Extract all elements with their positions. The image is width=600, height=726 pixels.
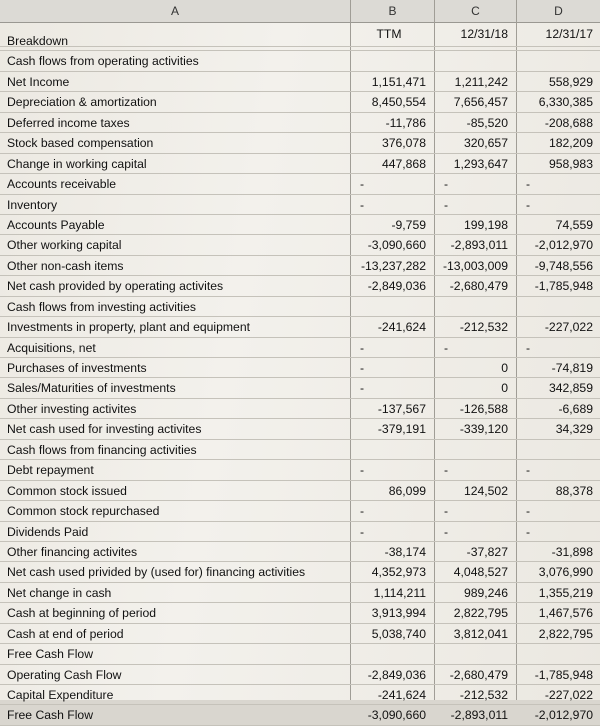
cell-ttm[interactable]: -38,174 bbox=[384, 544, 426, 559]
cell-ttm[interactable]: -2,849,036 bbox=[367, 667, 426, 682]
table-row bbox=[0, 399, 600, 419]
cell-c[interactable]: - bbox=[444, 340, 449, 355]
row-label[interactable]: Investments in property, plant and equipment bbox=[7, 320, 250, 335]
cell-d[interactable]: - bbox=[526, 524, 531, 539]
cell-ttm[interactable]: -2,849,036 bbox=[367, 279, 426, 294]
cell-d[interactable]: 958,983 bbox=[548, 156, 593, 171]
table-row bbox=[0, 133, 600, 153]
cell-c[interactable]: -37,827 bbox=[466, 544, 508, 559]
cell-ttm[interactable]: -13,237,282 bbox=[360, 258, 426, 273]
cell-d[interactable]: 74,559 bbox=[555, 217, 593, 232]
cell-ttm[interactable]: -241,624 bbox=[377, 320, 426, 335]
row-label[interactable]: Net cash used privided by (used for) financing activities bbox=[7, 565, 306, 580]
table-row bbox=[0, 256, 600, 276]
table-row bbox=[0, 644, 600, 664]
cell-c[interactable]: 320,657 bbox=[463, 136, 508, 151]
table-row bbox=[0, 154, 600, 174]
cell-c[interactable]: -339,120 bbox=[459, 422, 508, 437]
table-row bbox=[0, 276, 600, 296]
cell-d[interactable]: -1,785,948 bbox=[534, 667, 593, 682]
cell-c[interactable]: - bbox=[444, 504, 449, 519]
row-label[interactable]: Net Income bbox=[7, 74, 70, 89]
cell-d[interactable]: 6,330,385 bbox=[538, 95, 593, 110]
cell-ttm[interactable]: -3,090,660 bbox=[367, 238, 426, 253]
row-label[interactable]: Net change in cash bbox=[7, 585, 112, 600]
cell-c[interactable]: - bbox=[444, 197, 449, 212]
cell-ttm[interactable]: 86,099 bbox=[388, 483, 426, 498]
cell-ttm[interactable]: 376,078 bbox=[381, 136, 426, 151]
cell-c[interactable]: 124,502 bbox=[463, 483, 508, 498]
row-label[interactable]: Cash flows from investing activities bbox=[7, 299, 196, 314]
row-label[interactable]: Breakdown bbox=[7, 34, 68, 48]
cell-ttm[interactable]: -11,786 bbox=[385, 115, 426, 130]
row-label[interactable]: Net cash used for investing activites bbox=[7, 422, 202, 437]
cell-ttm[interactable]: - bbox=[360, 197, 365, 212]
column-header-c[interactable]: C bbox=[435, 0, 516, 23]
cell-ttm[interactable]: -137,567 bbox=[377, 401, 426, 416]
cell-ttm[interactable]: - bbox=[360, 361, 365, 375]
row-label[interactable]: Free Cash Flow bbox=[7, 647, 94, 662]
table-row bbox=[0, 460, 600, 480]
row-label[interactable]: Debt repayment bbox=[7, 463, 94, 478]
table-row bbox=[0, 624, 600, 644]
cell-ttm[interactable]: - bbox=[360, 463, 365, 478]
table-row bbox=[0, 665, 600, 685]
ttm-header[interactable]: TTM bbox=[376, 27, 402, 41]
row-label[interactable]: Depreciation & amortization bbox=[7, 95, 157, 110]
cell-d[interactable]: -227,022 bbox=[544, 320, 593, 335]
table-row bbox=[0, 338, 600, 358]
row-label[interactable]: Free Cash Flow bbox=[7, 708, 94, 723]
row-label[interactable]: Other investing activites bbox=[7, 401, 137, 416]
table-row bbox=[0, 583, 600, 603]
row-label[interactable]: Acquisitions, net bbox=[7, 340, 96, 355]
table-row bbox=[0, 317, 600, 337]
table-row bbox=[0, 501, 600, 521]
table-row bbox=[0, 235, 600, 255]
cell-ttm[interactable]: 447,868 bbox=[381, 156, 426, 171]
cell-c[interactable]: -13,003,009 bbox=[442, 258, 508, 273]
cell-d[interactable]: - bbox=[526, 177, 531, 192]
row-label[interactable]: Purchases of investments bbox=[7, 361, 147, 375]
cell-d[interactable]: -227,022 bbox=[544, 688, 593, 702]
cell-c[interactable]: -126,588 bbox=[459, 401, 508, 416]
cell-d[interactable]: -208,688 bbox=[544, 115, 593, 130]
column-header-d[interactable]: D bbox=[517, 0, 600, 23]
column-header-a[interactable]: A bbox=[0, 0, 350, 23]
cell-d[interactable]: -74,819 bbox=[551, 361, 593, 375]
table-row bbox=[0, 174, 600, 194]
row-label[interactable]: Sales/Maturities of investments bbox=[7, 381, 176, 396]
cell-d[interactable]: -1,785,948 bbox=[534, 279, 593, 294]
cell-c[interactable]: 0 bbox=[501, 361, 508, 375]
table-row bbox=[0, 542, 600, 562]
cell-c[interactable]: -2,893,011 bbox=[450, 238, 508, 253]
table-row bbox=[0, 562, 600, 582]
row-label[interactable]: Other financing activites bbox=[7, 544, 138, 559]
row-label[interactable]: Capital Expenditure bbox=[7, 688, 114, 702]
cell-c[interactable]: -2,893,011 bbox=[450, 708, 508, 723]
cell-c[interactable]: -2,680,479 bbox=[449, 279, 508, 294]
date-header-d[interactable]: 12/31/17 bbox=[545, 27, 593, 41]
cell-c[interactable]: - bbox=[444, 177, 449, 192]
table-row bbox=[0, 92, 600, 112]
cell-c[interactable]: 3,812,041 bbox=[453, 626, 508, 641]
cell-c[interactable]: 1,293,647 bbox=[453, 156, 508, 171]
cell-d[interactable]: 34,329 bbox=[555, 422, 593, 437]
row-label[interactable]: Cash at end of period bbox=[7, 626, 124, 641]
table-row bbox=[0, 72, 600, 92]
cell-ttm[interactable]: - bbox=[360, 524, 365, 539]
cell-ttm[interactable]: 1,114,211 bbox=[373, 585, 426, 600]
row-label[interactable]: Common stock issued bbox=[7, 483, 127, 498]
table-row bbox=[0, 297, 600, 317]
cell-c[interactable]: 989,246 bbox=[463, 585, 508, 600]
cell-d[interactable]: - bbox=[526, 504, 531, 519]
cell-ttm[interactable]: 5,038,740 bbox=[371, 626, 426, 641]
table-row bbox=[0, 215, 600, 235]
row-label[interactable]: Other non-cash items bbox=[7, 258, 124, 273]
cell-c[interactable]: 7,656,457 bbox=[453, 95, 508, 110]
row-label[interactable]: Change in working capital bbox=[7, 156, 147, 171]
row-label[interactable]: Common stock repurchased bbox=[7, 504, 160, 519]
cell-ttm[interactable]: -3,090,660 bbox=[367, 708, 426, 723]
cell-ttm[interactable]: - bbox=[360, 504, 365, 519]
cell-d[interactable]: - bbox=[526, 463, 531, 478]
column-header-b[interactable]: B bbox=[351, 0, 434, 23]
table-row bbox=[0, 31, 600, 51]
cell-ttm[interactable]: 8,450,554 bbox=[371, 95, 426, 110]
cell-c[interactable]: 4,048,527 bbox=[453, 565, 508, 580]
row-label[interactable]: Inventory bbox=[7, 197, 58, 212]
cell-ttm[interactable]: -379,191 bbox=[377, 422, 426, 437]
cell-d[interactable]: 342,859 bbox=[548, 381, 593, 396]
data-rows bbox=[0, 31, 600, 726]
cell-d[interactable]: 2,822,795 bbox=[538, 626, 593, 641]
table-row bbox=[0, 195, 600, 215]
row-label[interactable]: Accounts Payable bbox=[7, 217, 105, 232]
table-row bbox=[0, 481, 600, 501]
cell-d[interactable]: 182,209 bbox=[548, 136, 593, 151]
cell-d[interactable]: 88,378 bbox=[555, 483, 593, 498]
cell-ttm[interactable]: - bbox=[360, 340, 365, 355]
date-header-c[interactable]: 12/31/18 bbox=[460, 27, 508, 41]
table-row bbox=[0, 685, 600, 705]
cell-d[interactable]: 558,929 bbox=[548, 74, 593, 89]
table-row bbox=[0, 522, 600, 542]
cell-ttm[interactable]: -241,624 bbox=[377, 688, 426, 702]
cell-c[interactable]: 0 bbox=[501, 381, 508, 396]
cell-d[interactable]: -9,748,556 bbox=[534, 258, 593, 273]
cell-c[interactable]: -2,680,479 bbox=[449, 667, 508, 682]
row-label[interactable]: Operating Cash Flow bbox=[7, 667, 122, 682]
row-label[interactable]: Cash flows from operating activities bbox=[7, 54, 199, 69]
cell-c[interactable]: -212,532 bbox=[459, 320, 508, 335]
row-label[interactable]: Deferred income taxes bbox=[7, 115, 130, 130]
table-row bbox=[0, 440, 600, 460]
table-row bbox=[0, 113, 600, 133]
cell-d[interactable]: -31,898 bbox=[551, 544, 593, 559]
row-label[interactable]: Cash at beginning of period bbox=[7, 606, 157, 621]
cell-c[interactable]: 1,211,242 bbox=[454, 74, 508, 89]
table-row bbox=[0, 378, 600, 398]
cell-c[interactable]: -212,532 bbox=[459, 688, 508, 702]
row-label[interactable]: Other working capital bbox=[7, 238, 122, 253]
table-row bbox=[0, 419, 600, 439]
table-row bbox=[0, 705, 600, 725]
cell-d[interactable]: 1,355,219 bbox=[538, 585, 593, 600]
cell-c[interactable]: -85,520 bbox=[466, 115, 508, 130]
cell-d[interactable]: 3,076,990 bbox=[538, 565, 593, 580]
cell-ttm[interactable]: 1,151,471 bbox=[371, 74, 426, 89]
row-label[interactable]: Cash flows from financing activities bbox=[7, 442, 197, 457]
row-label[interactable]: Dividends Paid bbox=[7, 524, 89, 539]
cell-c[interactable]: 199,198 bbox=[463, 217, 508, 232]
cell-ttm[interactable]: 4,352,973 bbox=[371, 565, 426, 580]
cell-d[interactable]: - bbox=[526, 197, 531, 212]
cell-ttm[interactable]: - bbox=[360, 177, 365, 192]
cell-c[interactable]: - bbox=[444, 463, 449, 478]
cell-ttm[interactable]: 3,913,994 bbox=[371, 606, 426, 621]
cell-ttm[interactable]: -9,759 bbox=[391, 217, 426, 232]
cell-d[interactable]: -2,012,970 bbox=[534, 238, 593, 253]
table-row bbox=[0, 51, 600, 71]
cell-c[interactable]: 2,822,795 bbox=[453, 606, 508, 621]
cell-ttm[interactable]: - bbox=[360, 381, 365, 396]
cell-c[interactable]: - bbox=[444, 524, 449, 539]
table-row bbox=[0, 603, 600, 623]
cell-d[interactable]: -2,012,970 bbox=[534, 708, 593, 723]
table-row bbox=[0, 358, 600, 378]
cell-d[interactable]: 1,467,576 bbox=[538, 606, 593, 621]
row-label[interactable]: Accounts receivable bbox=[7, 177, 117, 192]
cell-d[interactable]: - bbox=[526, 340, 531, 355]
row-label[interactable]: Stock based compensation bbox=[7, 136, 154, 151]
cell-d[interactable]: -6,689 bbox=[558, 401, 593, 416]
row-label[interactable]: Net cash provided by operating activites bbox=[7, 279, 224, 294]
